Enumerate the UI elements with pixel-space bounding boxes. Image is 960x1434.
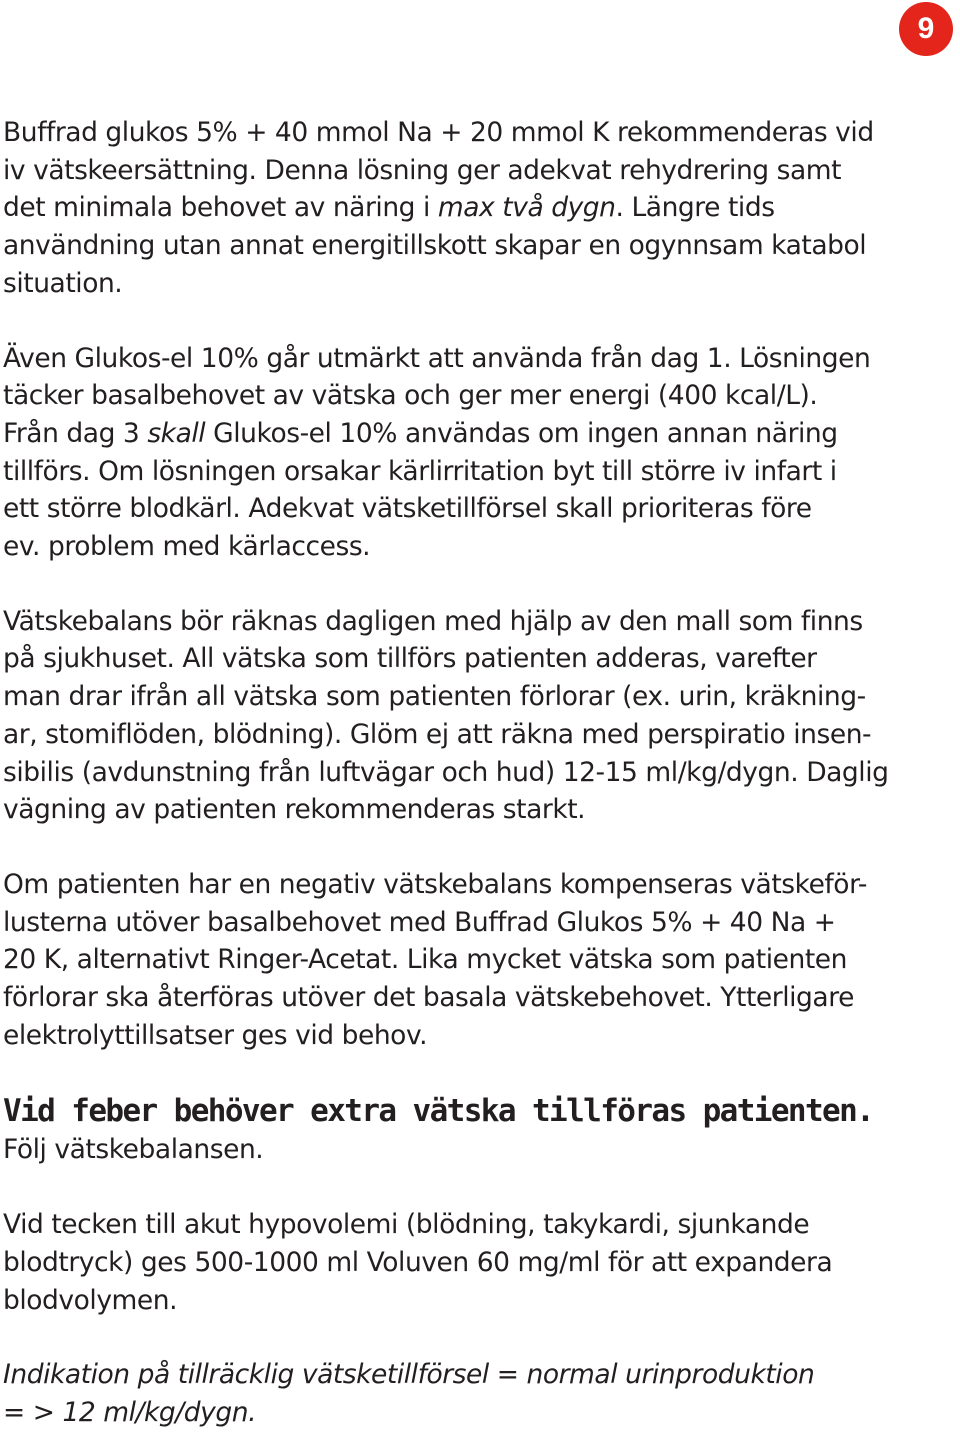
paragraph-indication bbox=[3, 1356, 938, 1431]
text-line: vägning av patienten rekommenderas starkt. bbox=[3, 794, 586, 826]
text-span: Från dag 3 bbox=[3, 417, 148, 449]
text-line bbox=[3, 189, 938, 227]
text-line: Följ vätskebalansen. bbox=[3, 1134, 264, 1166]
text-line: Vätskebalans bör räknas dagligen med hjälp av den mall som finns bbox=[3, 605, 863, 637]
text-line: elektrolyttillsatser ges vid behov. bbox=[3, 1019, 428, 1051]
paragraph-buffered-glucose bbox=[3, 114, 938, 303]
page-number-badge: 9 bbox=[899, 2, 953, 56]
text-line: man drar ifrån all vätska som patienten förlorar (ex. urin, kräkning- bbox=[3, 681, 866, 713]
text-line: 20 K, alternativt Ringer-Acetat. Lika mycket vätska som patienten bbox=[3, 944, 847, 976]
paragraph-glucose-el bbox=[3, 340, 938, 566]
fever-heading: Vid feber behöver extra vätska tillföras patienten. bbox=[3, 1093, 874, 1130]
text-line: på sjukhuset. All vätska som tillförs patienten adderas, varefter bbox=[3, 643, 817, 675]
text-line bbox=[3, 415, 938, 453]
emphasis-skall: skall bbox=[147, 417, 206, 449]
text-line: ev. problem med kärlaccess. bbox=[3, 531, 371, 563]
text-line: blodvolymen. bbox=[3, 1284, 178, 1316]
text-line: situation. bbox=[3, 267, 123, 299]
text-line: blodtryck) ges 500-1000 ml Voluven 60 mg/ml för att expandera bbox=[3, 1246, 833, 1278]
text-span: . Längre tids bbox=[615, 192, 775, 224]
paragraph-negative-balance bbox=[3, 866, 938, 1055]
text-line: Buffrad glukos 5% + 40 mmol Na + 20 mmol K rekommenderas vid bbox=[3, 117, 874, 148]
text-line: tillförs. Om lösningen orsakar kärlirritation byt till större iv infart i bbox=[3, 455, 837, 487]
text-line: lusterna utöver basalbehovet med Buffrad Glukos 5% + 40 Na + bbox=[3, 906, 836, 938]
text-line: ett större blodkärl. Adekvat vätsketillförsel skall prioriteras före bbox=[3, 493, 812, 525]
text-line: ar, stomiflöden, blödning). Glöm ej att räkna med perspiratio insen- bbox=[3, 718, 872, 750]
text-line: täcker basalbehovet av vätska och ger mer energi (400 kcal/L). bbox=[3, 380, 818, 412]
text-span: Glukos-el 10% användas om ingen annan näring bbox=[205, 417, 838, 449]
text-line: iv vätskeersättning. Denna lösning ger adekvat rehydrering samt bbox=[3, 154, 842, 186]
text-line: Även Glukos-el 10% går utmärkt att använda från dag 1. Lösningen bbox=[3, 342, 871, 374]
text-span: det minimala behovet av näring i bbox=[3, 192, 438, 224]
text-line: sibilis (avdunstning från luftvägar och hud) 12-15 ml/kg/dygn. Daglig bbox=[3, 756, 889, 788]
text-line: Indikation på tillräcklig vätsketillförsel = normal urinproduktion bbox=[3, 1359, 815, 1391]
document-body bbox=[3, 114, 938, 1432]
text-line: användning utan annat energitillskott skapar en ogynnsam katabol bbox=[3, 230, 867, 262]
paragraph-hypovolemia bbox=[3, 1206, 938, 1319]
paragraph-follow-balance bbox=[3, 1131, 938, 1169]
text-line: = > 12 ml/kg/dygn. bbox=[3, 1396, 257, 1428]
emphasis-max-two-days: max två dygn bbox=[437, 192, 616, 224]
text-line: Vid tecken till akut hypovolemi (blödning, takykardi, sjunkande bbox=[3, 1209, 810, 1241]
text-line: förlorar ska återföras utöver det basala vätskebehovet. Ytterligare bbox=[3, 982, 854, 1014]
text-line: Om patienten har en negativ vätskebalans kompenseras vätskeför- bbox=[3, 868, 867, 900]
paragraph-fluid-balance bbox=[3, 603, 938, 829]
